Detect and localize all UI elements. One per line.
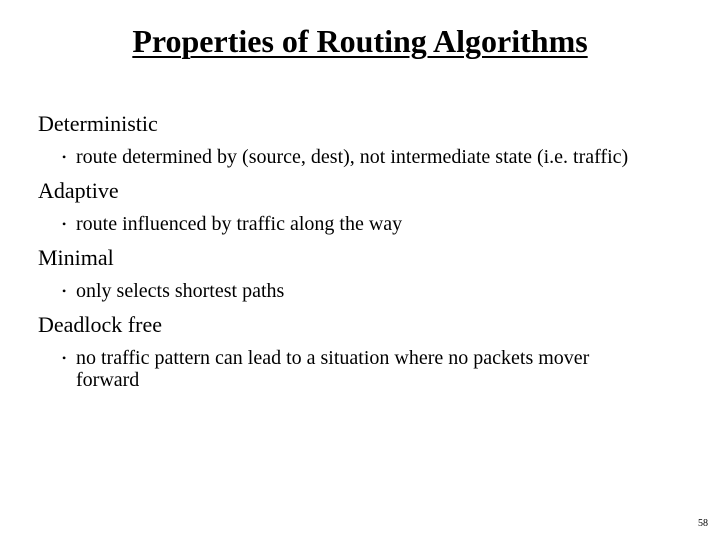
topic-detail: [38, 347, 656, 391]
topic-detail: [38, 280, 688, 302]
topic-detail-text: no traffic pattern can lead to a situation where no packets mover forward: [76, 347, 590, 391]
topic-deterministic: [38, 110, 688, 168]
page-number: 58: [698, 518, 708, 529]
bullet-icon: •: [62, 217, 67, 231]
topic-detail: [38, 146, 688, 168]
bullet-icon: •: [62, 284, 67, 298]
topic-detail-text: only selects shortest paths: [76, 280, 285, 302]
topic-detail-text: route determined by (source, dest), not intermediate state (i.e. traffic): [76, 146, 629, 168]
bullet-icon: •: [62, 150, 67, 164]
topic-detail-text: route influenced by traffic along the way: [76, 213, 403, 235]
topic-detail: [38, 213, 688, 235]
bullet-icon: •: [62, 351, 67, 365]
topic-heading: Minimal: [38, 245, 114, 270]
topic-list: [38, 110, 688, 391]
topic-heading: Deadlock free: [38, 312, 162, 337]
topic-adaptive: [38, 177, 688, 235]
topic-heading: Deterministic: [38, 111, 158, 136]
topic-deadlock-free: [38, 311, 688, 391]
slide-title: Properties of Routing Algorithms: [132, 23, 588, 59]
topic-heading: Adaptive: [38, 178, 119, 203]
topic-minimal: [38, 244, 688, 302]
